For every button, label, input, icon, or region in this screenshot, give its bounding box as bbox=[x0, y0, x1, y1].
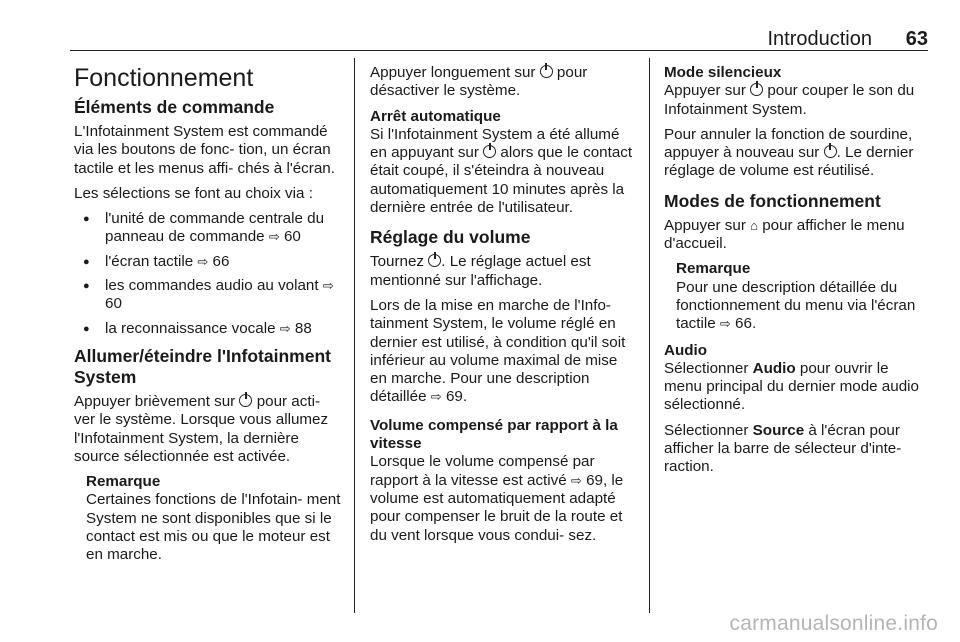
subheading: Volume compensé par rapport à la vitesse bbox=[370, 416, 618, 453]
paragraph: Lors de la mise en marche de l'Info- tainment System, le volume réglé en dernier est utilisé, à condition qu'il soit inférieur au volume maximal de mise en marche. Pour une description détaillée ⇨ 69. bbox=[370, 296, 626, 406]
section-heading: Allumer/éteindre l'Infotainment System bbox=[74, 345, 331, 387]
menu-term: Audio bbox=[752, 359, 796, 377]
page-ref-arrow-icon: ⇨ bbox=[268, 229, 280, 245]
note-box bbox=[676, 260, 930, 333]
page-ref-arrow-icon: ⇨ bbox=[322, 278, 334, 294]
paragraph: Appuyer sur ⌂ pour afficher le menu d'accueil. bbox=[664, 216, 905, 253]
paragraph: Lorsque le volume compensé par rapport à la vitesse est activé ⇨ 69, le volume est automatiquement adapté pour compenser le bruit de la route et du vent lorsque vous condui- sez. bbox=[370, 453, 624, 544]
paragraph: Si l'Infotainment System a été allumé en appuyant sur alors que le contact était coupé, il s'éteindra à nouveau automatiquement 10 minutes après la dernière entrée de l'utilisateur. bbox=[370, 125, 633, 217]
power-knob-icon bbox=[540, 65, 553, 78]
paragraph: Tournez . Le réglage actuel est mentionné sur l'affichage. bbox=[370, 253, 591, 289]
page-ref[interactable]: 88 bbox=[294, 319, 312, 337]
column-3 bbox=[664, 64, 930, 484]
paragraph: Appuyer sur pour couper le son du Infotainment System. bbox=[664, 82, 915, 118]
column-divider bbox=[354, 58, 355, 613]
paragraph: Les sélections se font au choix via : bbox=[74, 184, 313, 202]
watermark: carmanualsonline.info bbox=[729, 612, 938, 635]
page-ref[interactable]: 60 bbox=[105, 295, 122, 313]
paragraph: Sélectionner Audio pour ouvrir le menu principal du dernier mode audio sélectionné. bbox=[664, 359, 919, 414]
list-item: ● les commandes audio au volant ⇨ 60 bbox=[74, 277, 342, 314]
chapter-heading: Fonctionnement bbox=[74, 64, 254, 92]
paragraph: Appuyer longuement sur pour désactiver le système. bbox=[370, 64, 588, 100]
section-title: Introduction bbox=[767, 28, 872, 50]
subheading: Arrêt automatique bbox=[370, 107, 501, 125]
page-ref[interactable]: 66. bbox=[735, 315, 757, 333]
power-knob-icon bbox=[483, 145, 496, 158]
note-box bbox=[86, 473, 342, 564]
page-ref[interactable]: 60 bbox=[283, 228, 301, 246]
paragraph: L'Infotainment System est commandé via les boutons de fonc- tion, un écran tactile et les menus affi- chés à l'écran. bbox=[74, 123, 335, 177]
page-ref-arrow-icon: ⇨ bbox=[279, 320, 291, 336]
bullet-list bbox=[74, 210, 342, 338]
paragraph: Pour annuler la fonction de sourdine, appuyer à nouveau sur . Le dernier réglage de volume est réutilisé. bbox=[664, 125, 914, 180]
subheading: Audio bbox=[664, 341, 708, 359]
section-heading: Éléments de commande bbox=[74, 97, 275, 117]
list-item: ● la reconnaissance vocale ⇨ 88 bbox=[74, 320, 342, 338]
home-icon: ⌂ bbox=[750, 217, 758, 233]
page-ref-arrow-icon: ⇨ bbox=[430, 389, 442, 405]
note-label: Remarque bbox=[86, 473, 161, 491]
note-label: Remarque bbox=[676, 260, 751, 278]
power-knob-icon bbox=[239, 394, 252, 407]
column-1 bbox=[74, 58, 342, 573]
page-number: 63 bbox=[905, 28, 928, 50]
list-item: ● l'unité de commande centrale du panneau de commande ⇨ 60 bbox=[74, 210, 342, 247]
page-ref[interactable]: 66 bbox=[212, 252, 230, 270]
note-text: Pour une description détaillée du fonctionnement du menu via l'écran tactile ⇨ 66. bbox=[676, 278, 916, 333]
page-ref-arrow-icon: ⇨ bbox=[197, 253, 209, 269]
power-knob-icon bbox=[428, 254, 441, 267]
page-ref[interactable]: 69. bbox=[445, 388, 468, 406]
section-heading: Réglage du volume bbox=[370, 227, 531, 248]
page-ref-arrow-icon: ⇨ bbox=[719, 316, 731, 332]
power-knob-icon bbox=[824, 145, 837, 158]
note-text: Certaines fonctions de l'Infotain- ment System ne sont disponibles que si le contact est mis ou que le moteur est en marche. bbox=[86, 491, 341, 564]
paragraph: Appuyer brièvement sur pour acti- ver le système. Lorsque vous allumez l'Infotainment System, la dernière source sélectionnée est activée. bbox=[74, 392, 329, 465]
column-divider bbox=[649, 58, 650, 613]
section-heading: Modes de fonctionnement bbox=[664, 190, 881, 211]
paragraph: Sélectionner Source à l'écran pour afficher la barre de sélecteur d'inte- raction. bbox=[664, 421, 902, 476]
subheading: Mode silencieux bbox=[664, 64, 782, 81]
menu-term: Source bbox=[752, 421, 805, 439]
page-header bbox=[70, 28, 928, 51]
column-2 bbox=[370, 64, 636, 552]
page-ref-arrow-icon: ⇨ bbox=[570, 472, 582, 488]
list-item: ● l'écran tactile ⇨ 66 bbox=[74, 253, 342, 271]
power-knob-icon bbox=[750, 83, 763, 96]
page-ref[interactable]: 69, bbox=[586, 471, 608, 489]
